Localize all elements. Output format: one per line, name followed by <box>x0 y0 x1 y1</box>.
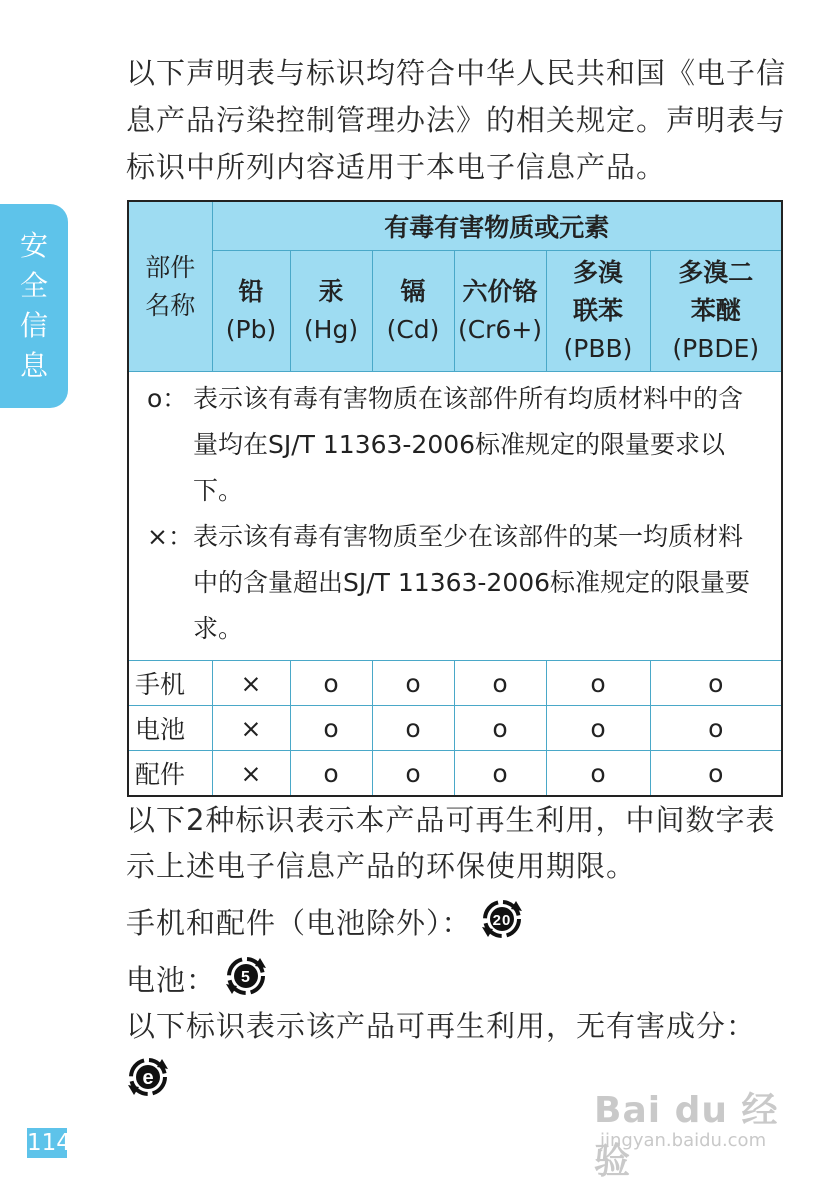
hazardous-substance-table <box>127 200 783 797</box>
column-name: 多溴二苯醚 <box>678 258 754 325</box>
column-name: 汞 <box>318 277 344 306</box>
column-name: 镉 <box>400 277 426 306</box>
value-cell: o <box>372 751 454 797</box>
legend-mark: ×： <box>147 522 193 551</box>
page-number: 114 <box>27 1130 71 1156</box>
no-hazard-paragraph: 以下标识表示该产品可再生利用，无有害成分： <box>126 1009 757 1043</box>
legend-mark: o： <box>147 384 188 413</box>
legend-text: 表示该有毒有害物质至少在该部件的某一均质材料中的含量超出SJ/T 11363-2006标准规定的限量要求。 <box>193 522 751 643</box>
side-tab-label: 安全信息 <box>19 229 48 382</box>
column-name: 六价铬 <box>462 277 538 306</box>
legend-item <box>147 376 767 514</box>
legend-text: 表示该有毒有害物质在该部件所有均质材料中的含量均在SJ/T 11363-2006标准规定的限量要求以下。 <box>193 384 744 505</box>
value-cell: o <box>454 751 546 797</box>
part-name-cell: 配件 <box>128 751 212 797</box>
column-symbol: (Pb) <box>225 315 277 344</box>
value-cell: × <box>212 661 290 706</box>
value-cell: o <box>650 751 782 797</box>
battery-line <box>126 954 268 1010</box>
watermark-logo: Bai du 经验 <box>594 1090 779 1182</box>
table-body <box>128 661 782 797</box>
column-symbol: (PBDE) <box>672 334 760 363</box>
epup-20-number: 20 <box>492 912 511 929</box>
value-cell: o <box>454 706 546 751</box>
watermark-url: jingyan.baidu.com <box>600 1130 767 1151</box>
column-header-1 <box>290 251 372 372</box>
column-symbol: (Hg) <box>303 315 359 344</box>
value-cell: o <box>290 751 372 797</box>
table-row <box>128 751 782 797</box>
value-cell: o <box>454 661 546 706</box>
battery-label: 电池： <box>126 963 217 997</box>
value-cell: × <box>212 751 290 797</box>
part-name-header: 部件名称 <box>128 201 212 372</box>
green-e-letter: e <box>142 1067 154 1089</box>
epup-20-icon <box>480 897 524 953</box>
green-e-icon <box>126 1055 170 1103</box>
table-row <box>128 706 782 751</box>
part-name-cell: 手机 <box>128 661 212 706</box>
value-cell: o <box>650 661 782 706</box>
value-cell: o <box>650 706 782 751</box>
value-cell: o <box>546 661 650 706</box>
column-symbol: (PBB) <box>563 334 633 363</box>
epup-5-number: 5 <box>241 969 251 986</box>
value-cell: o <box>546 751 650 797</box>
recycle-paragraph: 以下2种标识表示本产品可再生利用，中间数字表示上述电子信息产品的环保使用期限。 <box>126 803 776 883</box>
column-header-0 <box>212 251 290 372</box>
table-row <box>128 661 782 706</box>
epup-5-icon <box>224 954 268 1010</box>
side-tab-safety <box>0 204 68 408</box>
column-name: 铅 <box>238 277 264 306</box>
column-header-2 <box>372 251 454 372</box>
substance-header: 有毒有害物质或元素 <box>212 201 782 251</box>
value-cell: o <box>290 706 372 751</box>
value-cell: o <box>372 706 454 751</box>
intro-paragraph: 以下声明表与标识均符合中华人民共和国《电子信息产品污染控制管理办法》的相关规定。声明表与标识中所列内容适用于本电子信息产品。 <box>126 56 787 184</box>
baidu-watermark <box>594 1068 794 1182</box>
column-symbol: (Cd) <box>386 315 440 344</box>
legend <box>128 372 782 661</box>
part-name-cell: 电池 <box>128 706 212 751</box>
column-header-5 <box>650 251 782 372</box>
column-header-4 <box>546 251 650 372</box>
legend-item <box>147 514 767 652</box>
value-cell: × <box>212 706 290 751</box>
value-cell: o <box>546 706 650 751</box>
column-header-3 <box>454 251 546 372</box>
value-cell: o <box>290 661 372 706</box>
phone-accessory-label: 手机和配件（电池除外）： <box>126 906 472 940</box>
value-cell: o <box>372 661 454 706</box>
phone-accessory-line <box>126 897 524 953</box>
column-header-row <box>128 251 782 372</box>
column-symbol: (Cr6+) <box>457 315 543 344</box>
column-name: 多溴联苯 <box>572 258 623 325</box>
